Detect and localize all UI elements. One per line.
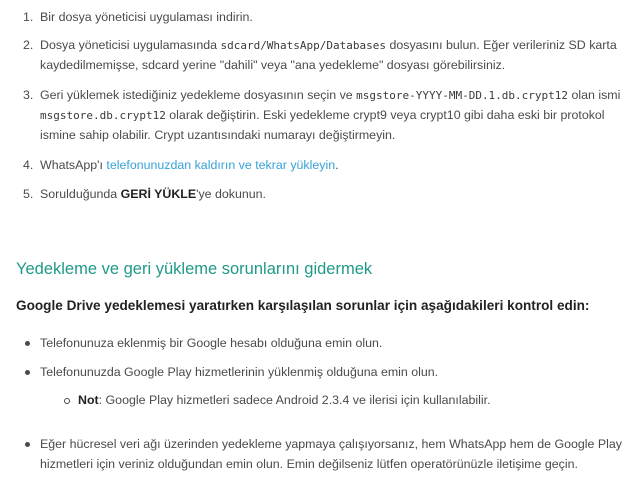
step-4-text bbox=[40, 157, 339, 173]
step-1-number: 1. bbox=[23, 10, 34, 24]
step-2-post: dosyasını bulun. Eğer verileriniz SD karta bbox=[386, 38, 617, 52]
note-text: : Google Play hizmetleri sadece Android 2.3.4 ve ilerisi için kullanılabilir. bbox=[98, 393, 491, 407]
reinstall-link[interactable]: telefonunuzdan kaldırın ve tekrar yükleyin bbox=[106, 158, 336, 172]
step-3-line-2-text: olarak değiştirin. Eski yedekleme crypt9 veya crypt10 gibi daha eski bir protokol bbox=[165, 108, 605, 122]
step-3-line-2 bbox=[40, 107, 605, 124]
bullet-3-line-2: hizmetleri için veriniz olduğundan emin olun. Emin değilseniz lütfen operatörünüzle iletişime geçin. bbox=[40, 457, 578, 471]
sub-bullet-circle bbox=[64, 398, 70, 404]
step-2-line-2: kaydedilmemişse, sdcard yerine "dahili" veya "ana yedekleme" dosyası görebilirsiniz. bbox=[40, 58, 506, 72]
step-2-number: 2. bbox=[23, 38, 34, 52]
bullet-dot bbox=[25, 341, 30, 346]
restore-label: GERİ YÜKLE bbox=[120, 187, 197, 201]
step-1-text: Bir dosya yöneticisi uygulaması indirin. bbox=[40, 10, 253, 24]
step-5-pre: Sorulduğunda bbox=[40, 187, 121, 201]
bullet-1-text: Telefonunuza eklenmiş bir Google hesabı olduğuna emin olun. bbox=[40, 336, 383, 350]
sub-bullet-text bbox=[78, 392, 491, 408]
step-4-pre: WhatsApp'ı bbox=[40, 158, 107, 172]
step-4-number: 4. bbox=[23, 158, 34, 172]
step-2-line-1 bbox=[40, 37, 617, 54]
bullet-2-text: Telefonunuzda Google Play hizmetlerinin yüklenmiş olduğuna emin olun. bbox=[40, 365, 439, 379]
step-3-post: olan ismi bbox=[568, 88, 621, 102]
step-4-post: . bbox=[335, 158, 339, 172]
step-5-post: 'ye dokunun. bbox=[196, 187, 267, 201]
section-subheading: Google Drive yedeklemesi yaratırken karşılaşılan sorunlar için aşağıdakileri kontrol edin: bbox=[16, 298, 590, 313]
step-3-line-1 bbox=[40, 87, 620, 104]
step-3-code: msgstore-YYYY-MM-DD.1.db.crypt12 bbox=[356, 89, 569, 102]
bullet-3-line-1: Eğer hücresel veri ağı üzerinden yedekleme yapmaya çalışıyorsanız, hem WhatsApp hem de Google Play bbox=[40, 437, 622, 451]
step-2-code: sdcard/WhatsApp/Databases bbox=[220, 39, 387, 52]
step-3-line-3: ismine sahip olabilir. Crypt uzantısındaki numarayı değiştirmeyin. bbox=[40, 128, 396, 142]
bullet-dot bbox=[25, 370, 30, 375]
section-heading: Yedekleme ve geri yükleme sorunlarını gidermek bbox=[16, 260, 373, 278]
step-3-number: 3. bbox=[23, 88, 34, 102]
note-label: Not bbox=[78, 393, 99, 407]
step-2-pre: Dosya yöneticisi uygulamasında bbox=[40, 38, 221, 52]
bullet-dot bbox=[25, 442, 30, 447]
step-3-pre: Geri yüklemek istediğiniz yedekleme dosyasının seçin ve bbox=[40, 88, 357, 102]
step-5-text bbox=[40, 186, 266, 202]
step-5-number: 5. bbox=[23, 187, 34, 201]
step-3-code-2: msgstore.db.crypt12 bbox=[40, 109, 166, 122]
